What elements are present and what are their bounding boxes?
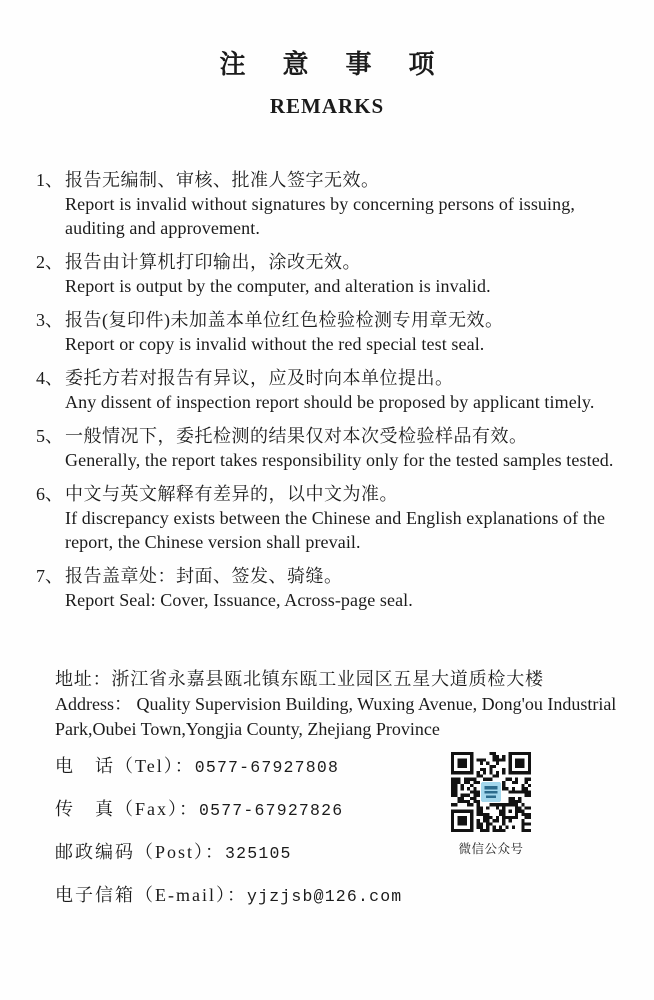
page-header — [0, 0, 654, 119]
remark-text-en: Report or copy is invalid without the red special test seal. — [65, 334, 485, 354]
remark-item-3 — [36, 308, 622, 356]
remark-number: 4、 — [36, 368, 63, 388]
contact-row-post — [55, 841, 654, 863]
remark-text-en: Any dissent of inspection report should be proposed by applicant timely. — [65, 392, 595, 412]
remark-text-en: If discrepancy exists between the Chinese and English explanations of the report, the Chinese version shall prevail. — [65, 508, 606, 552]
remark-text-cn: 委托方若对报告有异议，应及时向本单位提出。 — [65, 368, 454, 388]
address-block — [55, 667, 622, 742]
page-title-chinese: 注意事项 — [219, 50, 472, 79]
post-label: 邮政编码（Post）： — [55, 842, 226, 862]
contact-row-email — [55, 884, 654, 906]
remark-item-4 — [36, 366, 622, 414]
remark-text-en: Generally, the report takes responsibility only for the tested samples tested. — [65, 450, 614, 470]
remark-item-5 — [36, 424, 622, 472]
remark-number: 6、 — [36, 484, 63, 504]
address-chinese: 地址：浙江省永嘉县瓯北镇东瓯工业园区五星大道质检大楼 — [55, 669, 544, 689]
tel-label: 电 话（Tel）： — [55, 756, 195, 776]
wechat-qr-block — [448, 752, 534, 857]
remark-item-1 — [36, 168, 622, 240]
remark-number: 7、 — [36, 566, 63, 586]
post-value: 325105 — [225, 844, 292, 863]
remarks-list — [36, 168, 622, 612]
remark-item-2 — [36, 250, 622, 298]
wechat-qr-code-icon — [451, 752, 531, 832]
remark-text-cn: 报告由计算机打印输出，涂改无效。 — [65, 252, 361, 272]
remark-number: 1、 — [36, 170, 63, 190]
remark-number: 3、 — [36, 310, 63, 330]
remark-text-cn: 中文与英文解释有差异的，以中文为准。 — [65, 484, 398, 504]
email-label: 电子信箱（E-mail）： — [55, 885, 247, 905]
remark-text-en: Report is invalid without signatures by concerning persons of issuing, auditing and approvement. — [65, 194, 575, 238]
contact-block — [55, 755, 654, 906]
remark-text-cn: 报告(复印件)未加盖本单位红色检验检测专用章无效。 — [65, 310, 504, 330]
remark-number: 2、 — [36, 252, 63, 272]
page-title-english: REMARKS — [269, 94, 385, 118]
remark-item-7 — [36, 564, 622, 612]
remark-item-6 — [36, 482, 622, 554]
remark-text-cn: 一般情况下，委托检测的结果仅对本次受检验样品有效。 — [65, 426, 528, 446]
remark-text-en: Report is output by the computer, and alteration is invalid. — [65, 276, 491, 296]
tel-value: 0577-67927808 — [194, 758, 340, 777]
contact-row-tel — [55, 755, 654, 777]
remark-text-cn: 报告盖章处：封面、签发、骑缝。 — [65, 566, 343, 586]
qr-caption: 微信公众号 — [458, 842, 524, 856]
remark-text-en: Report Seal: Cover, Issuance, Across-page seal. — [65, 590, 413, 610]
email-value: yjzjsb@126.com — [246, 887, 403, 906]
remark-text-cn: 报告无编制、审核、批准人签字无效。 — [65, 170, 380, 190]
remark-number: 5、 — [36, 426, 63, 446]
contact-row-fax — [55, 798, 654, 820]
address-english: Address： Quality Supervision Building, Wuxing Avenue, Dong'ou Industrial Park,Oubei Town,Yongjia County, Zhejiang Province — [55, 694, 617, 739]
fax-label: 传 真（Fax）： — [55, 799, 199, 819]
fax-value: 0577-67927826 — [199, 801, 344, 820]
